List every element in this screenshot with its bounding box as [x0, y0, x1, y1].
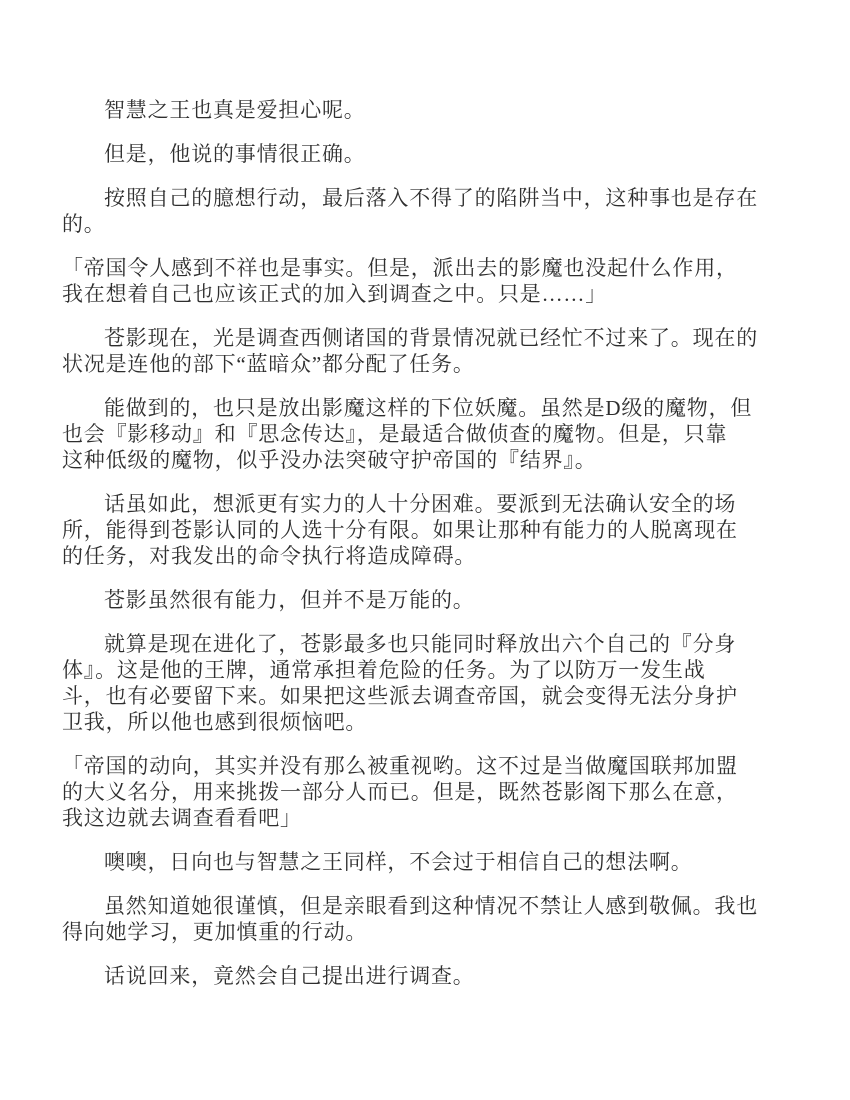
text-line: 虽然知道她很谨慎，但是亲眼看到这种情况不禁让人感到敬佩。我也	[104, 894, 758, 918]
narration-paragraph	[62, 631, 792, 735]
text-line: 这种低级的魔物，似乎没办法突破守护帝国的『结界』。	[62, 448, 597, 472]
text-line: 我在想着自己也应该正式的加入到调查之中。只是……」	[62, 282, 607, 306]
narration-paragraph	[62, 963, 792, 989]
text-line: 智慧之王也真是爱担心呢。	[104, 98, 366, 122]
dialogue-paragraph	[62, 255, 792, 307]
text-line: 得向她学习，更加慎重的行动。	[62, 920, 368, 944]
narration-paragraph	[62, 325, 792, 377]
narration-paragraph	[62, 849, 792, 875]
text-line: 话虽如此，想派更有实力的人十分困难。要派到无法确认安全的场	[104, 492, 737, 516]
dialogue-paragraph	[62, 753, 792, 831]
text-line: 斗，也有必要留下来。如果把这些派去调查帝国，就会变得无法分身护	[62, 684, 738, 708]
text-line: 的大义名分，用来挑拨一部分人而已。但是，既然苍影阁下那么在意，	[62, 780, 738, 804]
text-line: 的。	[62, 212, 106, 236]
text-line: 卫我，所以他也感到很烦恼吧。	[62, 710, 368, 734]
text-line: 「帝国的动向，其实并没有那么被重视哟。这不过是当做魔国联邦加盟	[62, 754, 738, 778]
reader-text-body	[62, 97, 792, 1007]
narration-paragraph	[62, 185, 792, 237]
text-line: 我这边就去调查看看吧」	[62, 806, 302, 830]
text-line: 的任务，对我发出的命令执行将造成障碍。	[62, 544, 477, 568]
text-line: 「帝国令人感到不祥也是事实。但是，派出去的影魔也没起什么作用，	[62, 256, 738, 280]
narration-paragraph	[62, 893, 792, 945]
narration-paragraph	[62, 141, 792, 167]
text-line: 但是，他说的事情很正确。	[104, 142, 366, 166]
text-line: 所，能得到苍影认同的人选十分有限。如果让那种有能力的人脱离现在	[62, 518, 738, 542]
text-line: 体』。这是他的王牌，通常承担着危险的任务。为了以防万一发生战	[62, 658, 706, 682]
narration-paragraph	[62, 491, 792, 569]
narration-paragraph	[62, 395, 792, 473]
narration-paragraph	[62, 97, 792, 123]
text-line: 话说回来，竟然会自己提出进行调查。	[104, 964, 475, 988]
text-line: 苍影虽然很有能力，但并不是万能的。	[104, 588, 475, 612]
text-line: 按照自己的臆想行动，最后落入不得了的陷阱当中，这种事也是存在	[104, 186, 758, 210]
text-line: 状况是连他的部下“蓝暗众”都分配了任务。	[62, 352, 475, 376]
text-line: 也会『影移动』和『思念传达』，是最适合做侦查的魔物。但是，只靠	[62, 422, 728, 446]
text-line: 噢噢，日向也与智慧之王同样，不会过于相信自己的想法啊。	[104, 850, 693, 874]
text-line: 苍影现在，光是调查西侧诸国的背景情况就已经忙不过来了。现在的	[104, 326, 758, 350]
narration-paragraph	[62, 587, 792, 613]
text-line: 就算是现在进化了，苍影最多也只能同时释放出六个自己的『分身	[104, 632, 737, 656]
text-line: 能做到的，也只是放出影魔这样的下位妖魔。虽然是D级的魔物，但	[104, 396, 753, 420]
